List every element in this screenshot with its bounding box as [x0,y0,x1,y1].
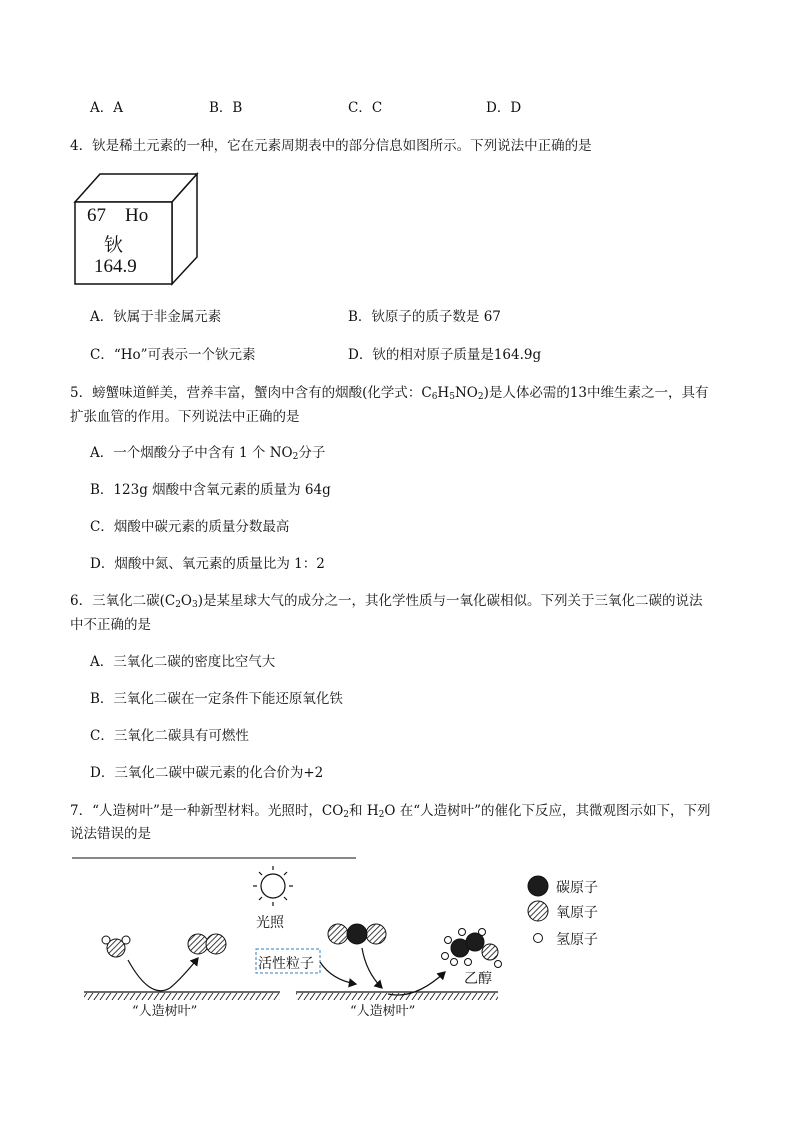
q6-stem-line2: 中不正确的是 [70,617,151,633]
q5-sub-c: 6 [431,392,438,402]
reaction-diagram-svg [70,850,710,1025]
element-number: 67 [87,205,106,226]
q6-option-c: C．三氧化二碳具有可燃性 [90,728,249,744]
q6-option-b: B．三氧化二碳在一定条件下能还原氧化铁 [90,691,343,707]
q7-stem-line2: 说法错误的是 [70,826,151,842]
legend-hydrogen-label: 氢原子 [556,932,598,948]
light-label: 光照 [256,915,284,931]
water-molecule-icon [102,936,130,957]
active-particle-label: 活性粒子 [258,956,314,972]
q3-option-d: D．D [486,100,522,116]
q7-sub2: 2 [378,810,385,820]
q4-option-c: C．“Ho”可表示一个钬元素 [90,347,256,363]
q3-option-c: C．C [348,100,383,116]
q7-stem-pre: 7．“人造树叶”是一种新型材料。光照时，CO [70,803,344,819]
q4-option-b: B．钬原子的质子数是 67 [348,309,501,325]
element-mass: 164.9 [94,256,137,277]
ethanol-label: 乙醇 [464,971,492,987]
legend-oxygen-icon [528,901,548,921]
q5-option-a [90,441,325,461]
q4-option-d: D．钬的相对原子质量是164.9g [348,347,542,363]
artificial-leaf-right [296,992,498,1000]
artificial-leaf-diagram [70,850,710,1029]
q5-stem-line1 [70,381,709,401]
legend-carbon-label: 碳原子 [556,880,598,896]
leaf-label-right: “人造树叶” [350,1004,416,1019]
q6-sub2: 3 [192,600,198,610]
q6-stem-pre: 6．三氧化二碳(C [70,593,176,609]
q5-option-d: D．烟酸中氮、氧元素的质量比为 1：2 [90,556,325,572]
q5-formula-h: H [437,385,450,401]
element-cube [70,172,200,291]
arrow-up-path [170,958,198,988]
co2-molecule-icon [328,924,386,944]
q4-stem: 4．钬是稀土元素的一种，它在元素周期表中的部分信息如图所示。下列说法中正确的是 [70,138,592,154]
q5-option-a-pre: A．一个烟酸分子中含有 1 个 NO [90,445,293,461]
leaf-label-left: “人造树叶” [132,1004,198,1019]
q5-option-a-sub: 2 [292,452,299,462]
q6-stem-line1 [70,589,703,609]
q7-stem-mid: 和 H [349,803,379,819]
arrow-particle [320,962,356,984]
q7-stem-post: O 在“人造树叶”的催化下反应，其微观图示如下，下列 [384,803,711,819]
q3-option-b: B．B [209,100,243,116]
q6-stem-post: )是某星球大气的成分之一，其化学性质与一氧化碳相似。下列关于三氧化二碳的说法 [197,593,703,609]
q3-option-a: A．A [90,100,123,116]
q5-option-b: B．123g 烟酸中含氧元素的质量为 64g [90,482,331,498]
sun-icon [253,866,293,906]
artificial-leaf-left [84,992,280,1000]
oxygen-molecule-icon [188,934,226,954]
legend-oxygen-label: 氧原子 [556,905,598,921]
q5-formula-no: NO [454,385,478,401]
q6-option-a: A．三氧化二碳的密度比空气大 [90,654,276,670]
q6-sub1: 2 [175,600,181,610]
q7-sub1: 2 [343,810,350,820]
q5-sub-o: 2 [477,392,484,402]
q4-option-a: A．钬属于非金属元素 [90,309,222,325]
element-symbol: Ho [125,205,149,226]
element-name: 钬 [104,234,124,256]
q5-option-c: C．烟酸中碳元素的质量分数最高 [90,519,290,535]
q5-stem-post: )是人体必需的13中维生素之一，具有 [483,385,709,401]
q5-sub-h: 5 [449,392,455,402]
q5-option-a-post: 分子 [298,445,326,461]
legend-hydrogen-icon [534,934,543,943]
arrow-path [128,960,170,991]
q7-stem-line1 [70,799,711,819]
q6-option-d: D．三氧化二碳中碳元素的化合价为+2 [90,765,324,781]
q5-stem-pre: 5．螃蟹味道鲜美，营养丰富，蟹肉中含有的烟酸(化学式：C [70,385,432,401]
arrow-co2 [362,948,382,988]
q6-mid: O [180,593,192,609]
legend-carbon-icon [528,876,548,896]
q5-stem-line2: 扩张血管的作用。下列说法中正确的是 [70,409,300,425]
ethanol-molecule-icon [442,929,502,968]
